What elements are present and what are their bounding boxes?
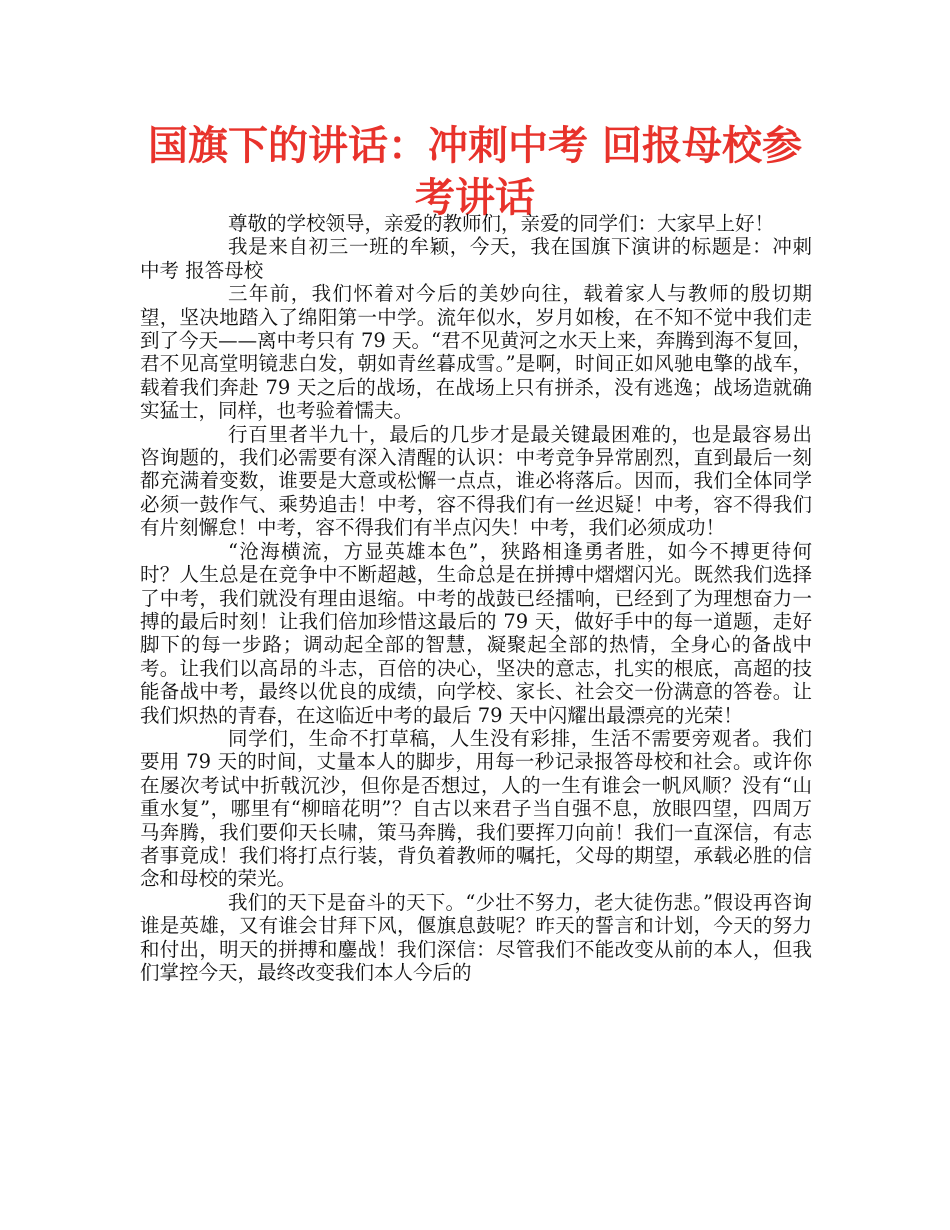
paragraph-heroes: “沧海横流，方显英雄本色”，狭路相逢勇者胜，如今不搏更待何时？人生总是在竞争中不断超越，生命总是在拼搏中熠熠闪光。既然我们选择了中考，我们就没有理由退缩。中考的战鼓已经擂响，已经到了为理想奋力一搏的最后时刻！让我们倍加珍惜这最后的 79 天，做好手中的每一道题，走好脚下的每一步路；调动起全部的智慧，凝聚起全部的热情，全身心的备战中考。让我们以高昂的斗志，百倍的决心，坚决的意志，扎实的根底，高超的技能备战中考，最终以优良的成绩，向学校、家长、社会交一份满意的答卷。让我们炽热的青春，在这临近中考的最后 79 天中闪耀出最漂亮的光荣！ [140,539,812,727]
paragraph-struggle: 我们的天下是奋斗的天下。“少壮不努力，老大徒伤悲。”假设再咨询谁是英雄，又有谁会甘拜下风，偃旗息鼓呢？昨天的誓言和计划，今天的努力和付出，明天的拼搏和鏖战！我们深信：尽管我们不能改变从前的本人，但我们掌控今天，最终改变我们本人今后的 [140,890,812,984]
paragraph-greeting: 尊敬的学校领导，亲爱的教师们，亲爱的同学们：大家早上好！ [228,212,775,235]
paragraph-three-years-ago: 三年前，我们怀着对今后的美妙向往，载着家人与教师的殷切期望，坚决地踏入了绵阳第一中学。流年似水，岁月如梭，在不知不觉中我们走到了今天——离中考只有 79 天。“君不见黄河之水天上来，奔腾到海不复回，君不见高堂明镜悲白发，朝如青丝暮成雪。”是啊，时间正如风驰电擎的战车，载着我们奔赴 79 天之后的战场，在战场上只有拼杀，没有逃逸；战场造就确实猛士，同样，也考验着懦夫。 [140,282,812,423]
paragraph-classmates: 同学们，生命不打草稿，人生没有彩排，生活不需要旁观者。我们要用 79 天的时间，丈量本人的脚步，用每一秒记录报答母校和社会。或许你在屡次考试中折戟沉沙，但你是否想过，人的一生有谁会一帆风顺？没有“山重水复”，哪里有“柳暗花明”？自古以来君子当自强不息，放眼四望，四周万马奔腾，我们要仰天长啸，策马奔腾，我们要挥刀向前！我们一直深信，有志者事竟成！我们将打点行装，背负着教师的嘱托，父母的期望，承载必胜的信念和母校的荣光。 [140,726,812,891]
document-title: 国旗下的讲话：冲刺中考 回报母校参考讲话 [148,123,802,221]
paragraph-final-steps: 行百里者半九十，最后的几步才是最关键最困难的，也是最容易出咨询题的，我们必需要有深入清醒的认识：中考竞争异常剧烈，直到最后一刻都充满着变数，谁要是大意或松懈一点点，谁必将落后。因而，我们全体同学必须一鼓作气、乘势追击！中考，容不得我们有一丝迟疑！中考，容不得我们有片刻懈怠！中考，容不得我们有半点闪失！中考，我们必须成功！ [140,422,812,540]
paragraph-speaker-intro: 我是来自初三一班的牟颖，今天，我在国旗下演讲的标题是：冲刺中考 报答母校 [140,235,812,282]
document-body [140,212,812,984]
